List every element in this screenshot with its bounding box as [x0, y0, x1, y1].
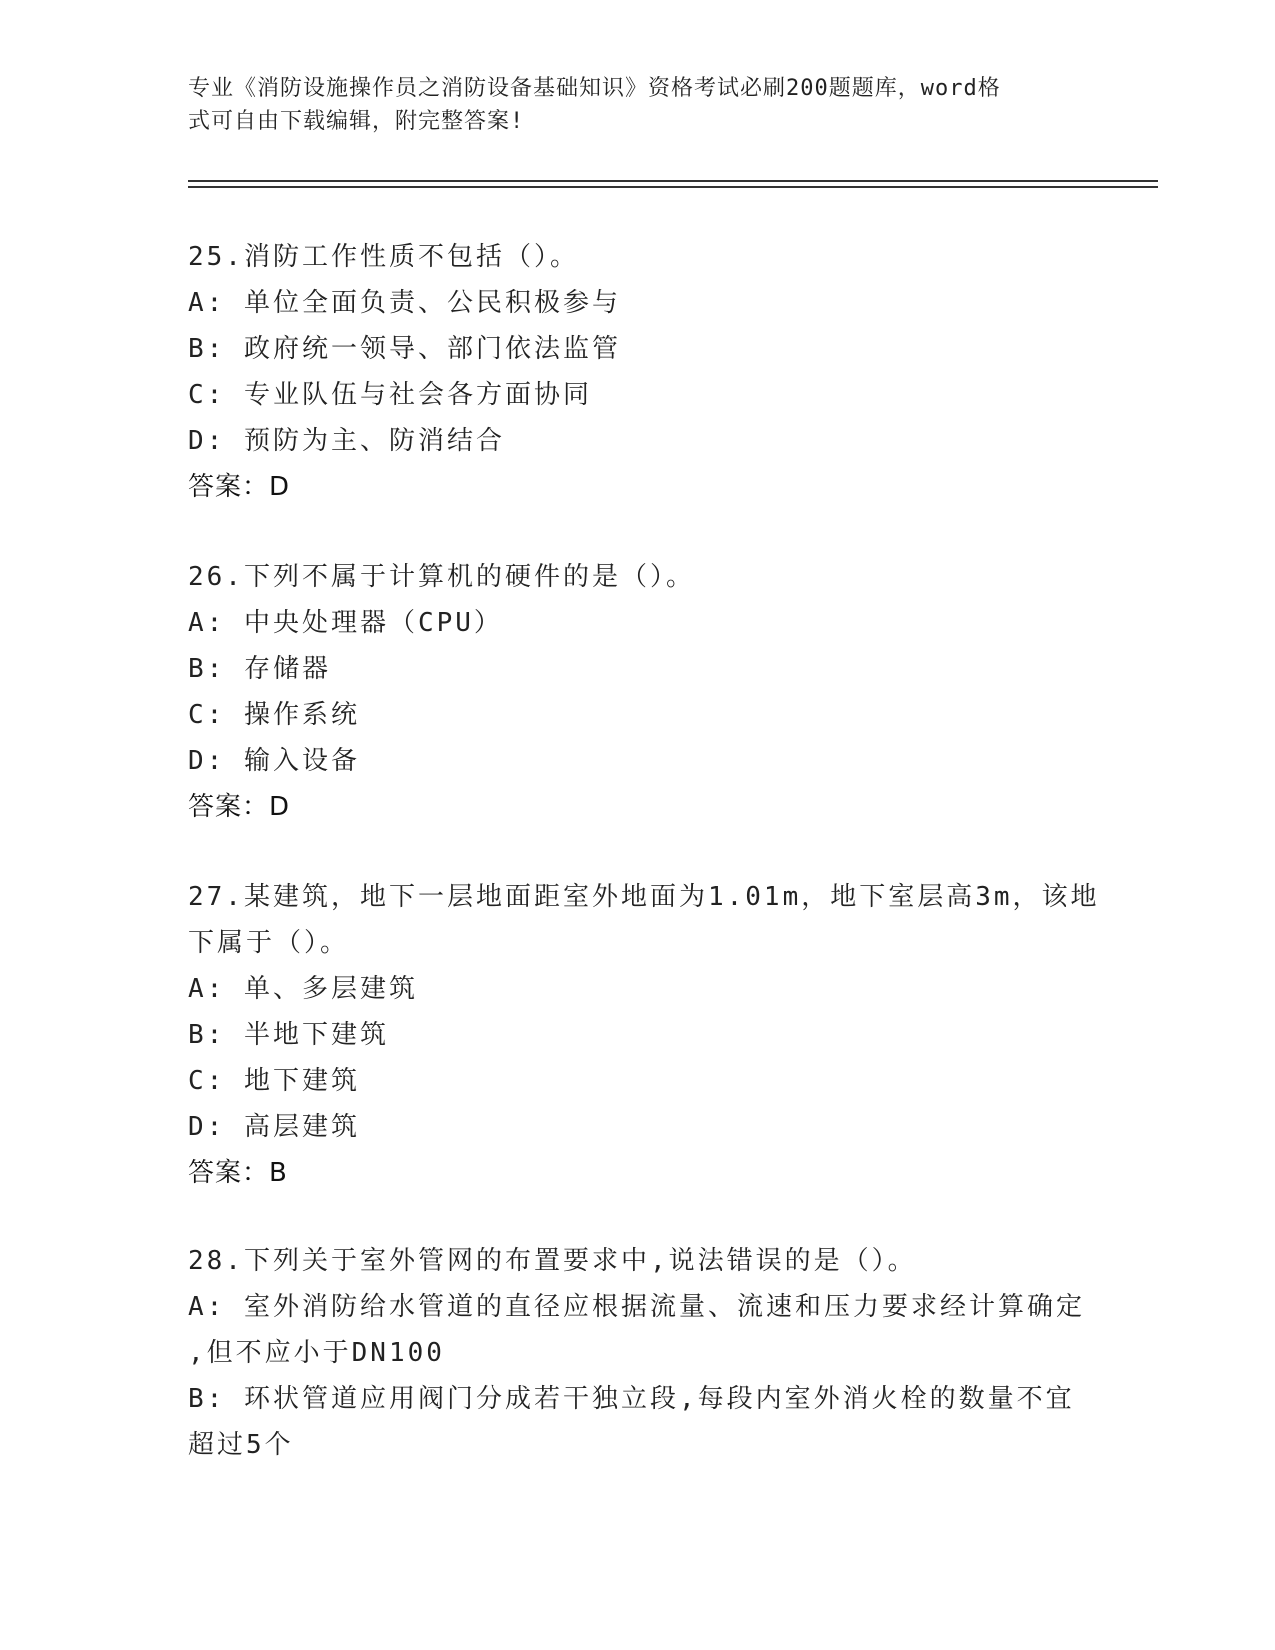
- header-divider-top: [188, 180, 1158, 182]
- option-a-line-2: ,但不应小于DN100: [188, 1338, 445, 1368]
- option-a-line-1: A: 室外消防给水管道的直径应根据流量、流速和压力要求经计算确定: [188, 1292, 1085, 1322]
- answer-text: 答案：B: [188, 1158, 288, 1188]
- answer-text: 答案：D: [188, 472, 291, 502]
- option-a: A: 中央处理器（CPU）: [188, 608, 503, 638]
- option-b-line-2: 超过5个: [188, 1430, 294, 1460]
- option-d: D: 输入设备: [188, 746, 360, 776]
- question-stem: 25.消防工作性质不包括（）。: [188, 242, 579, 272]
- header-line-1: 专业《消防设施操作员之消防设备基础知识》资格考试必刷200题题库，word格: [188, 76, 1001, 101]
- option-b: B: 存储器: [188, 654, 331, 684]
- question-stem: 26.下列不属于计算机的硬件的是（）。: [188, 562, 695, 592]
- question-stem-line-1: 27.某建筑，地下一层地面距室外地面为1.01m，地下室层高3m，该地: [188, 882, 1100, 912]
- question-27: [188, 874, 1100, 1196]
- option-b: B: 半地下建筑: [188, 1020, 389, 1050]
- question-stem: 28.下列关于室外管网的布置要求中,说法错误的是（）。: [188, 1246, 917, 1276]
- option-b: B: 政府统一领导、部门依法监管: [188, 334, 621, 364]
- option-d: D: 高层建筑: [188, 1112, 360, 1142]
- question-stem-line-2: 下属于（）。: [188, 928, 350, 958]
- header-line-2: 式可自由下载编辑，附完整答案!: [188, 109, 525, 134]
- answer-text: 答案：D: [188, 792, 291, 822]
- option-a: A: 单、多层建筑: [188, 974, 418, 1004]
- option-c: C: 地下建筑: [188, 1066, 360, 1096]
- document-header: [188, 72, 1068, 138]
- option-b-line-1: B: 环状管道应用阀门分成若干独立段,每段内室外消火栓的数量不宜: [188, 1384, 1075, 1414]
- option-c: C: 专业队伍与社会各方面协同: [188, 380, 592, 410]
- option-d: D: 预防为主、防消结合: [188, 426, 505, 456]
- question-26: [188, 554, 1088, 830]
- option-a: A: 单位全面负责、公民积极参与: [188, 288, 621, 318]
- option-c: C: 操作系统: [188, 700, 360, 730]
- question-25: [188, 234, 1088, 510]
- header-divider-bottom: [188, 186, 1158, 188]
- question-28: [188, 1238, 1088, 1468]
